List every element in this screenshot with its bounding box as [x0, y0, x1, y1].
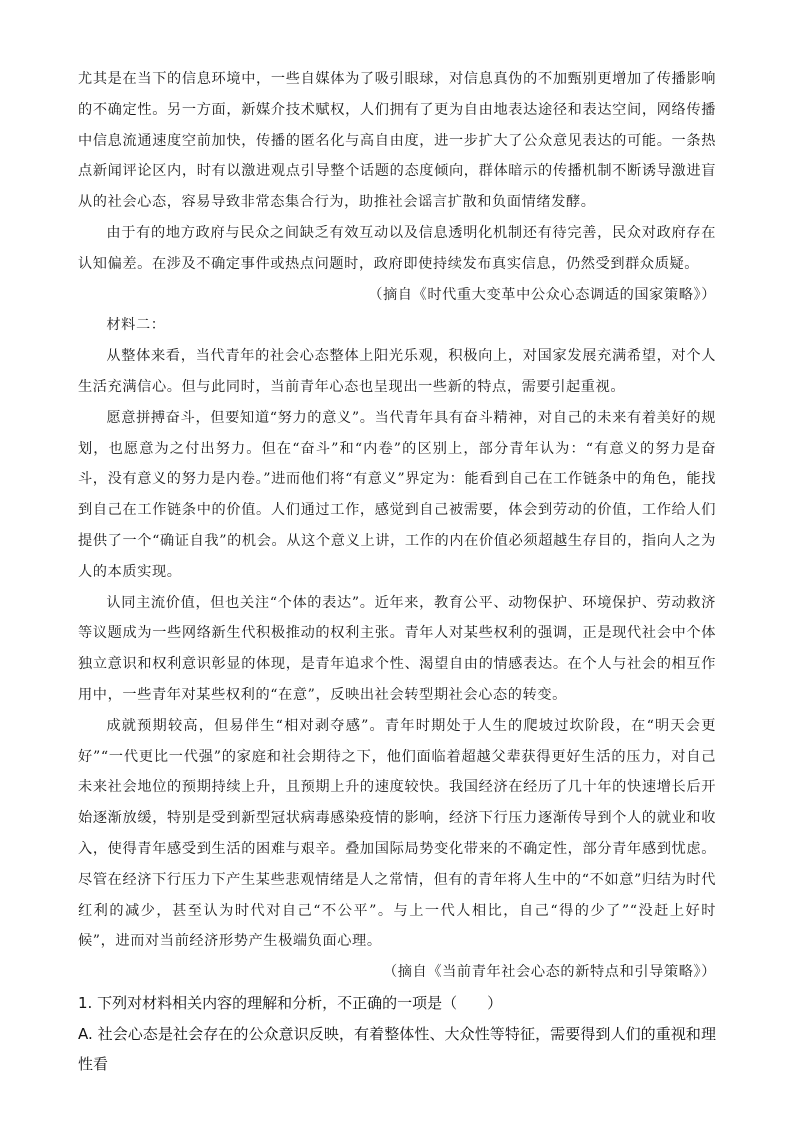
material-2-label: 材料二：: [106, 317, 166, 334]
paragraph-5: 认同主流价值，但也关注“个体的表达”。近年来，教育公平、动物保护、环境保护、劳动救济等议题成为一些网络新生代积极推动的权利主张。青年人对某些权利的强调，正是现代社会中个体独立意识和权利意识彰显的体现，是青年追求个性、渴望自由的情感表达。在个人与社会的相互作用中，一些青年对某些权利的“在意”，反映出社会转型期社会心态的转变。: [78, 594, 716, 703]
source-citation-1: （摘自《时代重大变革中公众心态调适的国家策略》）: [368, 286, 716, 303]
source-citation-2: （摘自《当前青年社会心态的新特点和引导策略》）: [382, 964, 716, 981]
paragraph-6: 成就预期较高，但易伴生“相对剥夺感”。青年时期处于人生的爬坡过坎阶段，在“明天会更好”“一代更比一代强”的家庭和社会期待之下，他们面临着超越父辈获得更好生活的压力，对自己未来社会地位的预期持续上升，且预期上升的速度较快。我国经济在经历了几十年的快速增长后开始逐渐放缓，特别是受到新型冠状病毒感染疫情的影响，经济下行压力逐渐传导到个人的就业和收入，使得青年感受到生活的困难与艰辛。叠加国际局势变化带来的不确定性，部分青年感到忧虑。尽管在经济下行压力下产生某些悲观情绪是人之常情，但有的青年将人生中的“不如意”归结为时代红利的减少，甚至认为时代对自己“不公平”。与上一代人相比，自己“得的少了”“没赶上好时候”，进而对当前经济形势产生极端负面心理。: [78, 717, 716, 950]
option-a: A. 社会心态是社会存在的公众意识反映，有着整体性、大众性等特征，需要得到人们的重视和理性看: [78, 1024, 716, 1074]
paragraph-3: 从整体来看，当代青年的社会心态整体上阳光乐观，积极向上，对国家发展充满希望，对个人生活充满信心。但与此同时，当前青年心态也呈现出一些新的特点，需要引起重视。: [78, 348, 716, 395]
paragraph-1: 尤其是在当下的信息环境中，一些自媒体为了吸引眼球，对信息真伪的不加甄别更增加了传播影响的不确定性。另一方面，新媒介技术赋权，人们拥有了更为自由地表达途径和表达空间，网络传播中信息流通速度空前加快，传播的匿名化与高自由度，进一步扩大了公众意见表达的可能。一条热点新闻评论区内，时有以激进观点引导整个话题的态度倾向，群体暗示的传播机制不断诱导激进盲从的社会心态，容易导致非常态集合行为，助推社会谣言扩散和负面情绪发酵。: [78, 71, 716, 211]
question-1: 1. 下列对材料相关内容的理解和分析，不正确的一项是（ ）: [78, 993, 503, 1012]
paragraph-4: 愿意拼搏奋斗，但要知道“努力的意义”。当代青年具有奋斗精神，对自己的未来有着美好的规划，也愿意为之付出努力。但在“奋斗”和“内卷”的区别上，部分青年认为：“有意义的努力是奋斗，没有意义的努力是内卷。”进而他们将“有意义”界定为：能看到自己在工作链条中的角色，能找到自己在工作链条中的价值。人们通过工作，感觉到自己被需要，体会到劳动的价值，工作给人们提供了一个“确证自我”的机会。从这个意义上讲，工作的内在价值必须超越生存目的，指向人之为人的本质实现。: [78, 409, 716, 580]
paragraph-2: 由于有的地方政府与民众之间缺乏有效互动以及信息透明化机制还有待完善，民众对政府存在认知偏差。在涉及不确定事件或热点问题时，政府即使持续发布真实信息，仍然受到群众质疑。: [78, 224, 716, 272]
